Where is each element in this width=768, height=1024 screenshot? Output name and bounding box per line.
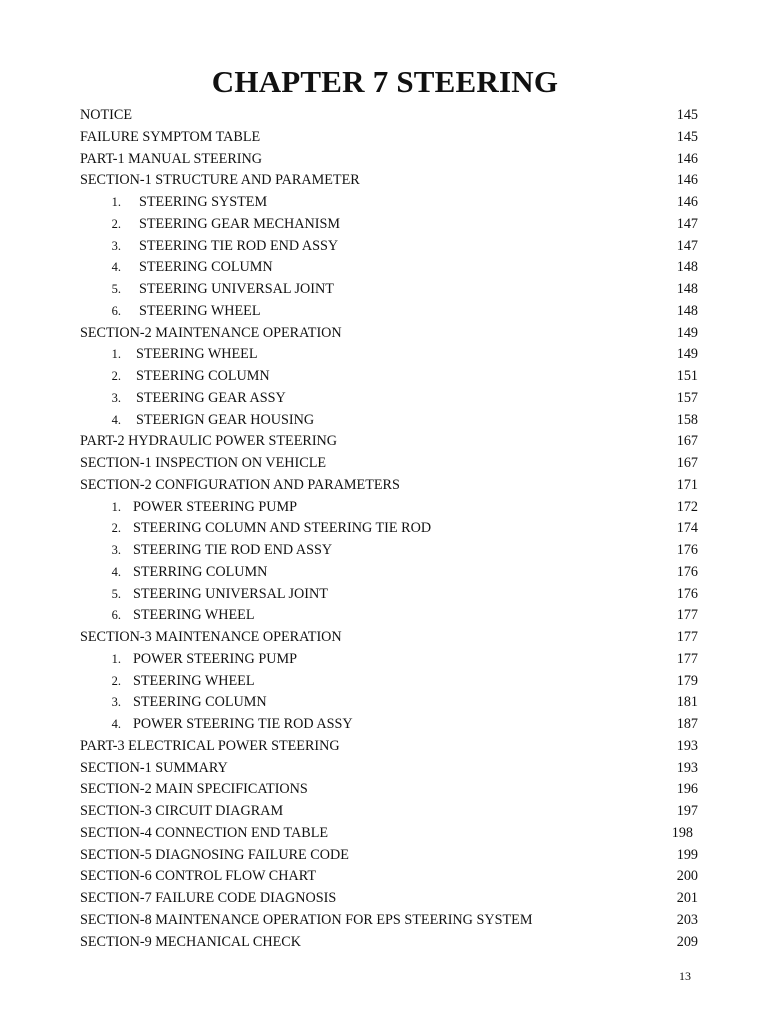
- toc-subentry: [0, 214, 768, 236]
- toc-entry-label: STEERING WHEEL: [133, 607, 255, 624]
- toc-entry-page: 177: [676, 629, 698, 645]
- toc-entry-label: STEERING GEAR ASSY: [136, 389, 286, 406]
- toc-entry-page: 158: [676, 411, 698, 428]
- toc-entry-page: 148: [676, 302, 698, 319]
- toc-entry: [0, 149, 768, 171]
- toc-entry-page: 171: [676, 476, 698, 493]
- table-of-contents: [0, 105, 768, 953]
- toc-entry-label: SECTION-5 DIAGNOSING FAILURE CODE: [80, 846, 349, 863]
- toc-subentry: [0, 388, 768, 410]
- toc-entry-label: STEERING TIE ROD END ASSY: [133, 542, 333, 558]
- toc-entry: [0, 910, 768, 932]
- toc-entry-page: 187: [676, 716, 698, 732]
- toc-entry-label: POWER STEERING TIE ROD ASSY: [133, 716, 353, 732]
- toc-entry-page: 149: [676, 346, 698, 363]
- toc-subentry-number: 1.: [111, 499, 121, 514]
- toc-subentry-number: 3.: [111, 390, 121, 405]
- toc-subentry: [0, 301, 768, 323]
- toc-entry: [0, 823, 768, 845]
- toc-entry-page: 181: [676, 694, 698, 711]
- toc-entry-page: 200: [676, 868, 698, 885]
- toc-entry-label: SECTION-3 CIRCUIT DIAGRAM: [80, 803, 284, 819]
- toc-entry-label: SECTION-1 STRUCTURE AND PARAMETER: [80, 172, 360, 189]
- toc-entry-page: 147: [676, 215, 698, 232]
- toc-entry-label: POWER STEERING PUMP: [133, 650, 297, 667]
- toc-entry-page: 209: [676, 933, 698, 950]
- toc-subentry-number: 4.: [111, 564, 121, 579]
- toc-subentry-number: 3.: [111, 695, 121, 710]
- toc-entry-label: PART-3 ELECTRICAL POWER STEERING: [80, 737, 340, 754]
- toc-entry: [0, 779, 768, 801]
- toc-entry: [0, 758, 768, 780]
- toc-subentry: [0, 671, 768, 693]
- toc-entry-label: SECTION-2 MAIN SPECIFICATIONS: [80, 781, 308, 798]
- toc-subentry: [0, 410, 768, 432]
- toc-subentry: [0, 649, 768, 671]
- toc-entry-page: 151: [676, 368, 698, 384]
- toc-entry-label: STEERING COLUMN: [136, 368, 270, 384]
- toc-entry-page: 147: [676, 237, 698, 254]
- toc-entry-label: SECTION-4 CONNECTION END TABLE: [80, 824, 329, 841]
- toc-entry-label: SECTION-9 MECHANICAL CHECK: [80, 933, 301, 950]
- toc-subentry-number: 4.: [111, 260, 121, 275]
- toc-entry-label: STEERING SYSTEM: [139, 194, 268, 210]
- toc-entry-page: 148: [676, 281, 698, 297]
- toc-entry: [0, 801, 768, 823]
- toc-subentry: [0, 497, 768, 519]
- toc-entry-label: STEERING WHEEL: [133, 672, 255, 689]
- toc-entry-page: 176: [676, 563, 698, 580]
- toc-entry: [0, 323, 768, 345]
- toc-entry: [0, 845, 768, 867]
- toc-entry-page: 193: [676, 737, 698, 754]
- toc-entry-page: 145: [676, 128, 698, 145]
- toc-entry: [0, 127, 768, 149]
- toc-entry: [0, 170, 768, 192]
- toc-entry-label: FAILURE SYMPTOM TABLE: [80, 128, 261, 145]
- toc-subentry: [0, 605, 768, 627]
- page-number: 13: [679, 969, 691, 983]
- toc-entry: [0, 431, 768, 453]
- toc-entry-label: STERRING COLUMN: [133, 563, 268, 580]
- toc-entry-label: SECTION-2 MAINTENANCE OPERATION: [80, 324, 342, 341]
- toc-entry-label: SECTION-8 MAINTENANCE OPERATION FOR EPS STEERING SYSTEM: [80, 911, 533, 928]
- toc-subentry-number: 1.: [111, 651, 121, 666]
- toc-subentry: [0, 584, 768, 606]
- toc-entry-page: 146: [676, 172, 698, 189]
- toc-entry-label: SECTION-3 MAINTENANCE OPERATION: [80, 629, 342, 645]
- toc-entry-label: PART-1 MANUAL STEERING: [80, 150, 263, 167]
- toc-entry-page: 146: [676, 194, 698, 210]
- toc-entry-page: 203: [676, 911, 698, 928]
- toc-entry-label: STEERING COLUMN AND STEERING TIE ROD: [133, 520, 432, 537]
- toc-subentry-number: 1.: [111, 347, 121, 362]
- toc-subentry-number: 6.: [111, 303, 121, 318]
- toc-entry-page: 176: [676, 585, 698, 602]
- toc-entry-page: 197: [676, 803, 698, 819]
- toc-entry-label: SECTION-1 SUMMARY: [80, 759, 228, 776]
- toc-entry: [0, 475, 768, 497]
- toc-entry-label: SECTION-7 FAILURE CODE DIAGNOSIS: [80, 890, 337, 906]
- toc-entry-page: 167: [676, 455, 698, 471]
- toc-entry-label: STEERING UNIVERSAL JOINT: [139, 281, 334, 297]
- toc-entry-label: SECTION-1 INSPECTION ON VEHICLE: [80, 455, 327, 471]
- toc-entry-label: STEERING UNIVERSAL JOINT: [133, 585, 328, 602]
- toc-subentry: [0, 366, 768, 388]
- toc-entry-label: SECTION-2 CONFIGURATION AND PARAMETERS: [80, 476, 400, 493]
- toc-entry-page: 167: [676, 433, 698, 450]
- toc-entry-page: 157: [676, 389, 698, 406]
- toc-subentry-number: 2.: [111, 216, 121, 231]
- toc-entry-label: STEERING COLUMN: [133, 694, 267, 711]
- toc-subentry: [0, 540, 768, 562]
- toc-entry: [0, 453, 768, 475]
- toc-entry-page: 179: [676, 672, 698, 689]
- toc-entry: [0, 105, 768, 127]
- toc-subentry-number: 4.: [111, 717, 121, 731]
- toc-entry-label: PART-2 HYDRAULIC POWER STEERING: [80, 433, 338, 450]
- toc-entry-page: 149: [676, 324, 698, 341]
- toc-entry-page: 177: [676, 650, 698, 667]
- toc-entry-page: 177: [676, 607, 698, 624]
- toc-subentry: [0, 279, 768, 301]
- toc-entry-label: STEERING COLUMN: [139, 259, 273, 276]
- toc-entry: [0, 627, 768, 649]
- toc-subentry-number: 2.: [111, 673, 121, 688]
- toc-subentry-number: 3.: [111, 238, 121, 253]
- toc-entry-page: 176: [676, 542, 698, 558]
- toc-subentry: [0, 714, 768, 736]
- toc-subentry: [0, 192, 768, 214]
- toc-entry: [0, 736, 768, 758]
- toc-subentry: [0, 236, 768, 258]
- toc-entry-page: 148: [676, 259, 698, 276]
- toc-entry-label: STEERING WHEEL: [139, 302, 261, 319]
- toc-subentry-number: 4.: [111, 412, 121, 427]
- toc-entry-page: 201: [676, 890, 698, 906]
- toc-subentry: [0, 692, 768, 714]
- toc-entry-page: 193: [676, 759, 698, 776]
- toc-entry-label: STEERING GEAR MECHANISM: [139, 215, 340, 232]
- toc-entry-page: 145: [676, 107, 698, 123]
- toc-subentry: [0, 344, 768, 366]
- toc-entry: [0, 932, 768, 954]
- toc-subentry-number: 5.: [111, 586, 121, 601]
- toc-subentry-number: 6.: [111, 608, 121, 623]
- toc-entry: [0, 866, 768, 888]
- toc-entry-page: 172: [676, 498, 698, 515]
- toc-entry-label: NOTICE: [80, 107, 133, 123]
- toc-entry-label: SECTION-6 CONTROL FLOW CHART: [80, 868, 316, 885]
- toc-subentry-number: 2.: [111, 369, 121, 383]
- toc-subentry-number: 3.: [111, 543, 121, 557]
- chapter-title: CHAPTER 7 STEERING: [211, 64, 559, 99]
- toc-entry-page: 199: [676, 846, 698, 863]
- toc-entry: [0, 888, 768, 910]
- toc-subentry: [0, 518, 768, 540]
- toc-entry-page: 196: [676, 781, 698, 798]
- toc-entry-label: STEERIGN GEAR HOUSING: [136, 411, 315, 428]
- toc-entry-label: STEERING TIE ROD END ASSY: [139, 237, 339, 254]
- toc-entry-page: 198: [671, 824, 693, 841]
- toc-subentry: [0, 562, 768, 584]
- toc-subentry-number: 5.: [111, 282, 121, 296]
- toc-entry-label: POWER STEERING PUMP: [133, 498, 297, 515]
- toc-entry-label: STEERING WHEEL: [136, 346, 258, 363]
- toc-entry-page: 146: [676, 150, 698, 167]
- toc-subentry-number: 2.: [111, 521, 121, 536]
- toc-entry-page: 174: [676, 520, 698, 537]
- toc-subentry: [0, 257, 768, 279]
- toc-subentry-number: 1.: [111, 195, 121, 209]
